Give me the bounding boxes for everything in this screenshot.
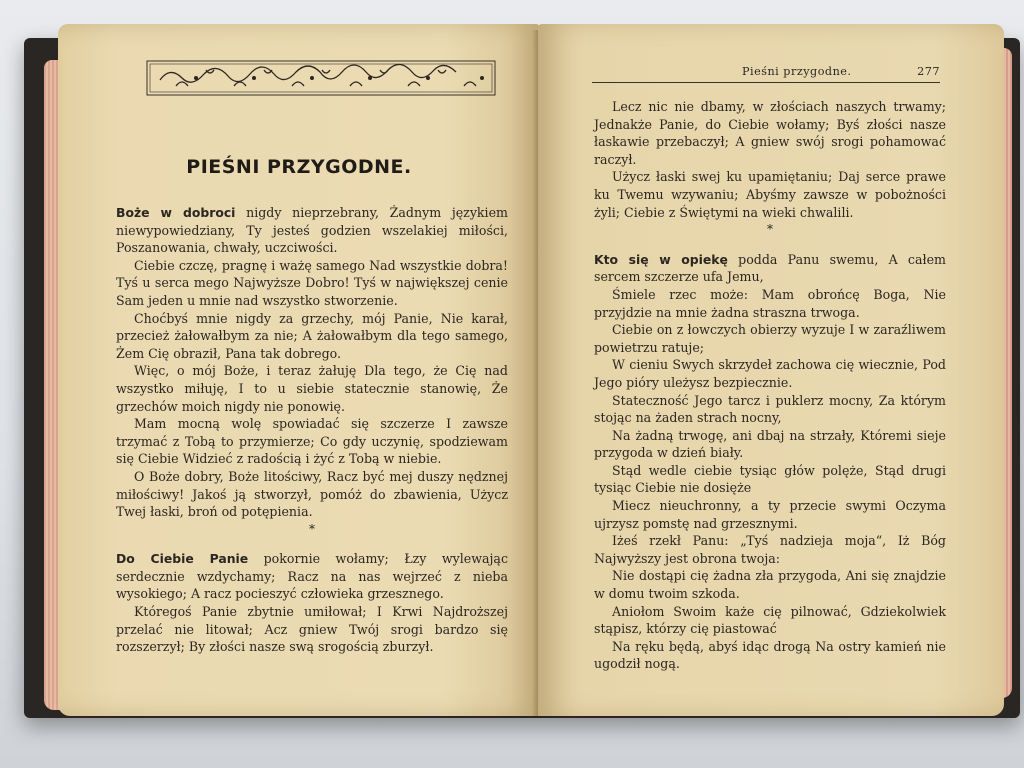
left-text-column [116, 204, 508, 656]
song-incipit: Kto się w opiekę [594, 251, 728, 267]
paragraph: Na ręku będą, abyś idąc drogą Na ostry kamień nie ugodził nogą. [594, 638, 946, 672]
section-separator: * [767, 222, 773, 237]
paragraph: Stąd wedle ciebie tysiąc głów polęże, Stąd drugi tysiąc Ciebie nie dosięże [594, 462, 946, 496]
paragraph: W cieniu Swych skrzydeł zachowa cię wiecznie, Pod Jego pióry uleżysz bezpiecznie. [594, 357, 946, 390]
right-page [538, 24, 1004, 716]
paragraph: Lecz nic nie dbamy, w złościach naszych trwamy; Jednakże Panie, do Ciebie wołamy; Byś złości nasze łaskawie przebaczył; A gniew swój srogi pohamować raczył. [594, 99, 946, 167]
running-header [592, 62, 940, 83]
paragraph: Nie dostąpi cię żadna zła przygoda, Ani się znajdzie w domu twoim szkoda. [594, 568, 946, 602]
paragraph: Ciebie czczę, pragnę i ważę samego Nad wszystkie dobra! Tyś u serca mego Najwyższe Dobro! Tyś w największej cenie Sam jeden u mnie nad wszystko stworzenie. [116, 257, 508, 308]
paragraph: Więc, o mój Boże, i teraz żałuję Dla tego, że Cię nad wszystko miłuję, I to u siebie statecznie stanowię, Że grzechów moich nigdy nie ponowię. [116, 363, 508, 414]
running-title: Pieśni przygodne. [742, 65, 852, 78]
right-text-column [594, 98, 946, 673]
paragraph: Boże w dobroci nigdy nieprzebrany, Żadnym językiem niewypowiedziany, Ty jesteś godzien wszelakiej miłości, Poszanowania, chwały, uczciwości. [116, 205, 508, 256]
left-page [58, 24, 540, 716]
paragraph: Śmiele rzec może: Mam obrońcę Boga, Nie przyjdzie na mnie żadna straszna trwoga. [594, 286, 946, 320]
paragraph: Stateczność Jego tarcz i puklerz mocny, Za którym stojąc na żaden strach nocny, [594, 392, 946, 426]
paragraph: Miecz nieuchronny, a ty przecie swymi Oczyma ujrzysz pomstę nad grzesznymi. [594, 498, 946, 531]
ornament-header-icon [146, 58, 496, 98]
song-incipit: Do Ciebie Panie [116, 551, 249, 567]
paragraph: Iżeś rzekł Panu: „Tyś nadzieja moja“, Iż Bóg Najwyższy jest obrona twoja: [594, 533, 946, 566]
paragraph: Ciebie on z łowczych obierzy wyzuje I w zaraźliwem powietrzu ratuje; [594, 322, 946, 355]
paragraph: Do Ciebie Panie pokornie wołamy; Łzy wylewając serdecznie wzdychamy; Racz na nas wejrzeć z nieba wysokiego; A racz pocieszyć człowieka grzesznego. [116, 551, 508, 602]
paragraph: Kto się w opiekę podda Panu swemu, A całem sercem szczerze ufa Jemu, [594, 251, 946, 285]
song-incipit: Boże w dobroci [116, 205, 236, 220]
section-separator: * [309, 521, 315, 536]
page-title: PIEŚNI PRZYGODNE. [186, 156, 412, 178]
paragraph: Któregoś Panie zbytnie umiłował; I Krwi Najdroższej przelać nie litował; Acz gniew Twój srogi bardzo się rozszerzył; By złości nasze swą srogością zburzył. [116, 604, 508, 655]
page-number: 277 [917, 65, 940, 78]
paragraph: Użycz łaski swej ku upamiętaniu; Daj serce prawe ku Twemu wzywaniu; Abyśmy zawsze w pobożności żyli; Ciebie z Świętymi na wieki chwalili. [594, 169, 946, 220]
paragraph: Choćbyś mnie nigdy za grzechy, mój Panie, Nie karał, przecież żałowałbym za nie; A żałowałbym dla tego samego, Żem Cię obraził, Pana tak dobrego. [116, 310, 508, 361]
paragraph: O Boże dobry, Boże litościwy, Racz być mej duszy nędznej miłościwy! Jakoś ją stworzył, pomóż do zbawienia, Użycz Twej łaski, broń od potępienia. [116, 468, 508, 520]
paragraph: Mam mocną wolę spowiadać się szczerze I zawsze trzymać z Tobą to przymierze; Co gdy uczynię, spodziewam się Ciebie Widzieć z radością i żyć z Tobą w niebie. [116, 416, 508, 467]
paragraph: Na żadną trwogę, ani dbaj na strzały, Któremi siejе przygoda w dzień biały. [594, 427, 946, 461]
paragraph: Aniołom Swoim każe cię pilnować, Gdziekolwiek stąpisz, którzy cię piastować [594, 603, 946, 637]
